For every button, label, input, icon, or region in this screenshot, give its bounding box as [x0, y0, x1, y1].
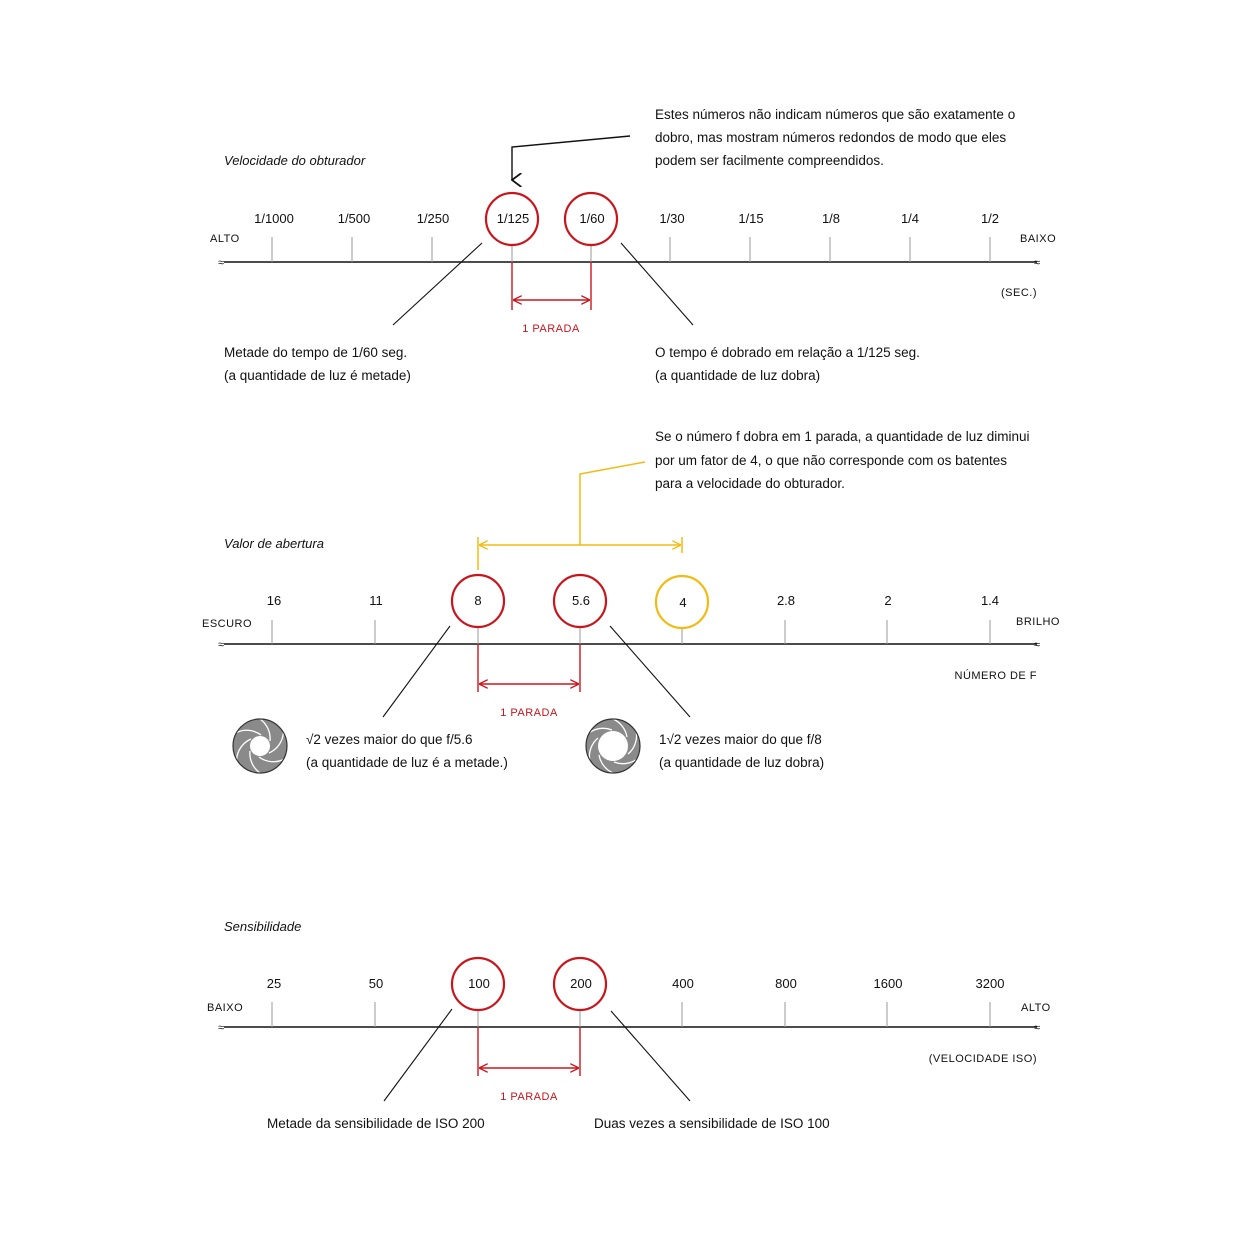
- axis-break-left: ≈: [218, 1022, 225, 1034]
- axis-break-right: ≈: [1034, 257, 1041, 269]
- shutter-note-line-1: Estes números não indicam números que são exatamente o: [655, 107, 1016, 122]
- iso-title: Sensibilidade: [224, 919, 302, 934]
- aperture-tick-label: 11: [369, 593, 383, 608]
- iso-section: [207, 919, 1051, 1131]
- iso-tick-labels: [267, 976, 1005, 991]
- aperture-left-annotation-line-2: (a quantidade de luz é a metade.): [306, 755, 508, 770]
- shutter-tick-labels: [254, 211, 999, 226]
- shutter-left-leader: [393, 243, 482, 325]
- aperture-tick-label: 1.4: [980, 593, 1000, 608]
- iso-tick-label: 200: [570, 976, 592, 991]
- axis-break-right: ≈: [1034, 1022, 1041, 1034]
- shutter-left-annotation-line-1: Metade do tempo de 1/60 seg.: [224, 345, 408, 360]
- shutter-tick-label: 1/8: [821, 211, 841, 226]
- iso-right-annotation: Duas vezes a sensibilidade de ISO 100: [594, 1116, 830, 1131]
- shutter-unit: (SEC.): [1001, 287, 1037, 299]
- shutter-right-annotation-line-1: O tempo é dobrado em relação a 1/125 seg.: [655, 345, 920, 360]
- aperture-left-label: ESCURO: [202, 618, 253, 630]
- iso-tick-label: 25: [266, 976, 282, 991]
- aperture-ticks: [272, 620, 990, 644]
- shutter-section: [210, 107, 1056, 383]
- aperture-right-annotation-line-1: 1√2 vezes maior do que f/8: [659, 732, 822, 747]
- iso-stop-label: 1 PARADA: [500, 1091, 558, 1103]
- iso-tick-label: 400: [672, 976, 694, 991]
- aperture-right-annotation-line-2: (a quantidade de luz dobra): [659, 755, 825, 770]
- aperture-tick-label: 16: [266, 593, 282, 608]
- shutter-right-annotation-line-2: (a quantidade de luz dobra): [655, 368, 821, 383]
- aperture-note-line-3: para a velocidade do obturador.: [655, 476, 845, 491]
- shutter-note-line-3: podem ser facilmente compreendidos.: [655, 153, 884, 168]
- shutter-left-annotation-line-2: (a quantidade de luz é metade): [224, 368, 411, 383]
- axis-break-right: ≈: [1034, 639, 1041, 651]
- iso-tick-label: 3200: [975, 976, 1005, 991]
- iso-tick-label: 800: [775, 976, 797, 991]
- shutter-tick-label: 1/30: [659, 211, 685, 226]
- aperture-large-icon: [586, 719, 640, 773]
- aperture-note-connector: [580, 462, 645, 545]
- aperture-note-line-2: por um fator de 4, o que não corresponde com os batentes: [655, 453, 1007, 468]
- aperture-right-label: BRILHO: [1016, 616, 1060, 628]
- aperture-tick-label: 4: [679, 595, 687, 610]
- shutter-note-arrow: [512, 136, 630, 180]
- iso-unit: (VELOCIDADE ISO): [928, 1053, 1037, 1065]
- aperture-stop-label: 1 PARADA: [500, 707, 558, 719]
- aperture-tick-label: 8: [474, 593, 482, 608]
- aperture-title: Valor de abertura: [224, 536, 324, 551]
- axis-break-left: ≈: [218, 257, 225, 269]
- aperture-left-annotation-line-1: √2 vezes maior do que f/5.6: [306, 732, 473, 747]
- iso-tick-label: 50: [368, 976, 384, 991]
- aperture-right-leader: [610, 626, 690, 717]
- shutter-tick-label: 1/15: [738, 211, 764, 226]
- shutter-title: Velocidade do obturador: [224, 153, 366, 168]
- aperture-section: [202, 429, 1060, 773]
- iso-left-label: BAIXO: [207, 1002, 244, 1014]
- shutter-tick-label: 1/125: [496, 211, 530, 226]
- aperture-tick-labels: [267, 593, 999, 610]
- iso-right-leader: [611, 1011, 690, 1101]
- iso-ticks: [272, 1002, 990, 1027]
- iso-tick-label: 100: [468, 976, 490, 991]
- iso-left-leader: [384, 1009, 452, 1101]
- aperture-left-leader: [383, 626, 450, 717]
- aperture-tick-label: 2: [884, 593, 892, 608]
- iso-right-label: ALTO: [1021, 1002, 1051, 1014]
- iso-left-annotation: Metade da sensibilidade de ISO 200: [267, 1116, 485, 1131]
- aperture-unit: NÚMERO DE F: [954, 670, 1037, 682]
- shutter-right-label: BAIXO: [1020, 233, 1057, 245]
- aperture-tick-label: 2.8: [776, 593, 796, 608]
- shutter-tick-label: 1/1000: [254, 211, 294, 226]
- shutter-left-label: ALTO: [210, 233, 240, 245]
- aperture-tick-label: 5.6: [571, 593, 591, 608]
- shutter-note-line-2: dobro, mas mostram números redondos de modo que eles: [655, 130, 1007, 145]
- shutter-tick-label: 1/500: [337, 211, 371, 226]
- axis-break-left: ≈: [218, 639, 225, 651]
- shutter-tick-label: 1/250: [416, 211, 450, 226]
- shutter-right-leader: [621, 243, 693, 325]
- shutter-ticks: [272, 237, 990, 262]
- shutter-tick-label: 1/4: [900, 211, 920, 226]
- iso-tick-label: 1600: [873, 976, 903, 991]
- shutter-tick-label: 1/60: [579, 211, 605, 226]
- shutter-stop-label: 1 PARADA: [522, 323, 580, 335]
- aperture-small-icon: [233, 719, 287, 773]
- aperture-note-line-1: Se o número f dobra em 1 parada, a quantidade de luz diminui: [655, 429, 1030, 444]
- shutter-tick-label: 1/2: [980, 211, 1000, 226]
